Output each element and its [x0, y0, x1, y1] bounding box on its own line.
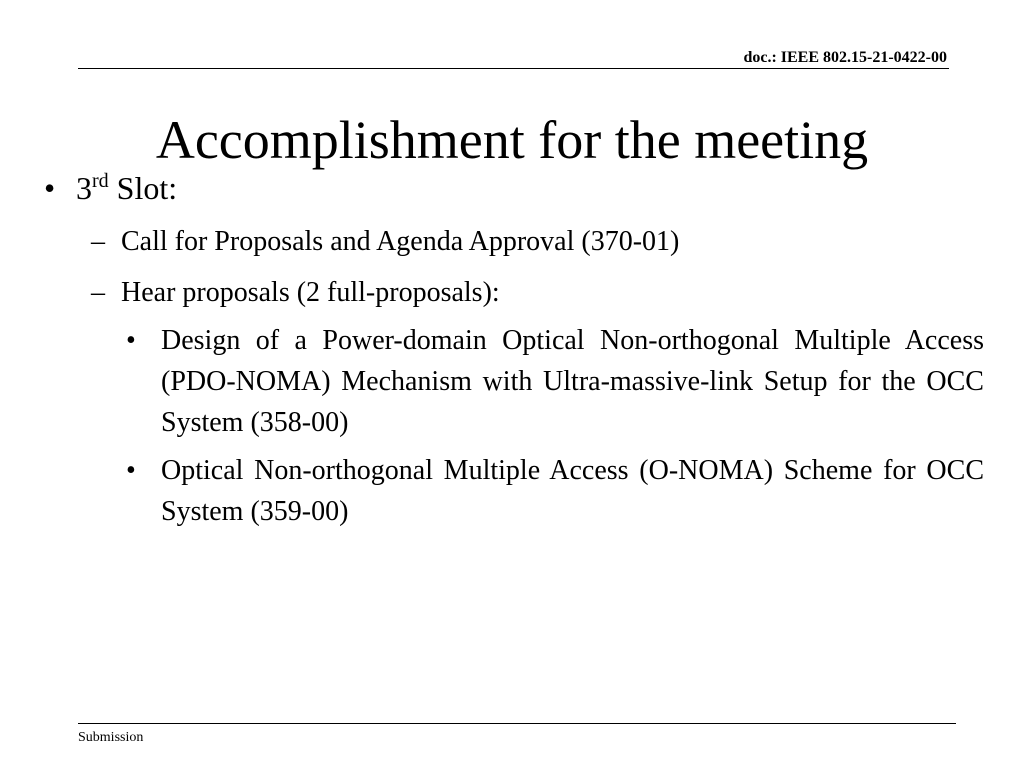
- slot-ordinal-suffix: rd: [92, 170, 109, 192]
- sub-bullet-marker: •: [126, 455, 136, 486]
- slot-number: 3: [76, 170, 92, 206]
- list-item: [91, 224, 679, 260]
- bullet-marker: •: [44, 170, 56, 206]
- sub-bullet-marker: •: [126, 325, 136, 356]
- slot-label: Slot:: [108, 170, 178, 206]
- sub-list-item-text: Optical Non-orthogonal Multiple Access (O-NOMA) Scheme for OCC System (359-00): [161, 455, 984, 527]
- dash-marker: –: [91, 226, 105, 257]
- slide-title: Accomplishment for the meeting: [155, 110, 869, 170]
- sub-list-item: [126, 450, 984, 532]
- footer-divider: [78, 723, 956, 724]
- dash-marker: –: [91, 277, 105, 308]
- list-item-text: Hear proposals (2 full-proposals):: [121, 277, 500, 308]
- header-divider: [78, 68, 949, 69]
- bullet-slot: [44, 168, 177, 208]
- footer-submission: Submission: [78, 730, 144, 745]
- sub-list-item: [126, 320, 984, 443]
- list-item: [91, 275, 500, 311]
- list-item-text: Call for Proposals and Agenda Approval (370-01): [121, 226, 680, 257]
- document-id: doc.: IEEE 802.15-21-0422-00: [743, 49, 947, 66]
- sub-list-item-text: Design of a Power-domain Optical Non-orthogonal Multiple Access (PDO-NOMA) Mechanism with Ultra-massive-link Setup for the OCC System (358-00): [161, 325, 984, 438]
